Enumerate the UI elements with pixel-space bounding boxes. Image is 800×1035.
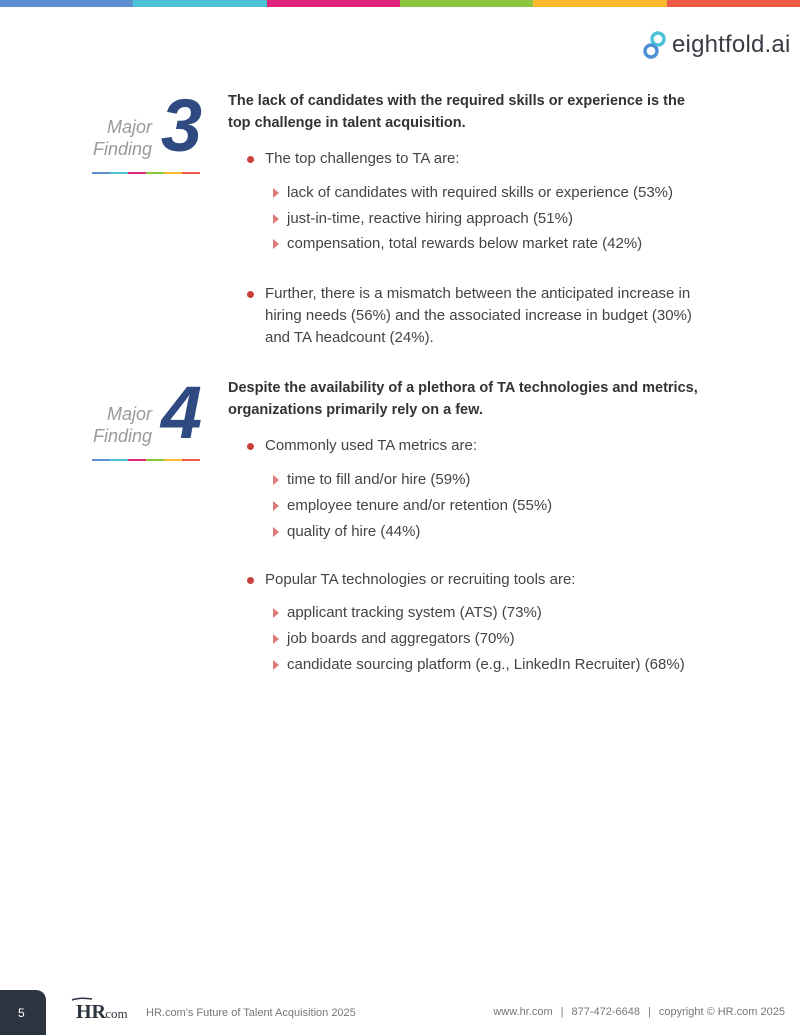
sub-text: lack of candidates with required skills or experience (53%) — [287, 184, 674, 201]
bullet-dot — [247, 291, 254, 298]
page-number-tab — [0, 990, 46, 1035]
finding-4-sub-2 — [273, 496, 713, 516]
finding-4-heading: Despite the availability of a plethora of TA technologies and metrics, organizations primarily rely on a few. — [228, 380, 698, 418]
sub-text: job boards and aggregators (70%) — [287, 630, 515, 647]
footer-separator: | — [560, 1006, 564, 1018]
finding-3-sub-3 — [273, 234, 713, 254]
finding-underline — [92, 459, 200, 461]
stripe-blue — [0, 0, 133, 7]
finding-4-sub-3 — [273, 522, 713, 542]
major-finding-4-badge — [90, 371, 202, 465]
finding-4-bullet-2 — [247, 569, 707, 591]
hr-com-logo-icon — [70, 996, 132, 1022]
arrow-right-icon — [273, 527, 279, 537]
footer-website: www.hr.com — [493, 1006, 553, 1018]
finding-4-sub-4 — [273, 603, 713, 623]
finding-number: 3 — [160, 84, 202, 167]
stripe-cyan — [133, 0, 266, 7]
sub-text: employee tenure and/or retention (55%) — [287, 497, 553, 514]
footer-title: HR.com's Future of Talent Acquisition 2025 — [146, 1007, 356, 1019]
footer-contact — [493, 1006, 785, 1018]
page-number: 5 — [18, 1006, 25, 1020]
finding-4-sub-1 — [273, 470, 713, 490]
bullet-text: Further, there is a mismatch between the anticipated increase in hiring needs (56%) and the associated increase in budget (30%) and TA headcount (24%). — [265, 285, 692, 346]
finding-4-sub-6 — [273, 655, 713, 675]
sub-text: time to fill and/or hire (59%) — [287, 471, 471, 488]
finding-label-line2: Finding — [92, 426, 152, 446]
finding-4-sub-5 — [273, 629, 713, 649]
bullet-text: The top challenges to TA are: — [265, 150, 460, 167]
bullet-text: Commonly used TA metrics are: — [265, 437, 478, 454]
finding-number: 4 — [160, 371, 202, 454]
arrow-right-icon — [273, 660, 279, 670]
sub-text: just-in-time, reactive hiring approach (51%) — [287, 210, 573, 227]
arrow-right-icon — [273, 475, 279, 485]
bullet-text: Popular TA technologies or recruiting tools are: — [265, 571, 576, 588]
finding-underline — [92, 172, 200, 174]
hr-com-logo — [70, 996, 132, 1022]
finding-label-line1: Major — [106, 404, 152, 424]
stripe-magenta — [267, 0, 400, 7]
finding-3-sub-1 — [273, 183, 713, 203]
bullet-dot — [247, 156, 254, 163]
finding-label — [93, 403, 152, 447]
hr-logo-letters: HR — [76, 1001, 106, 1022]
major-finding-3-badge — [90, 84, 202, 178]
arrow-right-icon — [273, 634, 279, 644]
finding-3-bullet-2 — [247, 283, 707, 349]
stripe-yellow — [533, 0, 666, 7]
eightfold-logo — [642, 30, 791, 60]
finding-label-line2: Finding — [92, 139, 152, 159]
sub-text: applicant tracking system (ATS) (73%) — [287, 604, 542, 621]
hr-logo-suffix: .com — [102, 1006, 128, 1021]
finding-4-bullet-1 — [247, 435, 707, 457]
eightfold-mark-icon — [642, 30, 668, 60]
bullet-dot — [247, 577, 254, 584]
footer-separator: | — [648, 1006, 651, 1018]
footer-copyright: copyright © HR.com 2025 — [658, 1006, 785, 1018]
finding-3-heading: The lack of candidates with the required skills or experience is the top challenge in talent acquisition. — [228, 93, 685, 131]
arrow-right-icon — [273, 501, 279, 511]
finding-3-sub-2 — [273, 209, 713, 229]
sub-text: compensation, total rewards below market rate (42%) — [287, 235, 643, 252]
arrow-right-icon — [273, 188, 279, 198]
finding-3-bullet-1 — [247, 148, 707, 170]
arrow-right-icon — [273, 608, 279, 618]
footer-phone: 877-472-6648 — [571, 1006, 641, 1018]
finding-label — [93, 116, 152, 160]
arrow-right-icon — [273, 239, 279, 249]
sub-text: quality of hire (44%) — [287, 523, 421, 540]
arrow-right-icon — [273, 214, 279, 224]
bullet-dot — [247, 443, 254, 450]
stripe-green — [400, 0, 533, 7]
color-stripe — [0, 0, 800, 7]
logo-text: eightfold.ai — [672, 31, 791, 58]
stripe-red — [667, 0, 800, 7]
sub-text: candidate sourcing platform (e.g., LinkedIn Recruiter) (68%) — [287, 656, 685, 673]
finding-label-line1: Major — [106, 117, 152, 137]
